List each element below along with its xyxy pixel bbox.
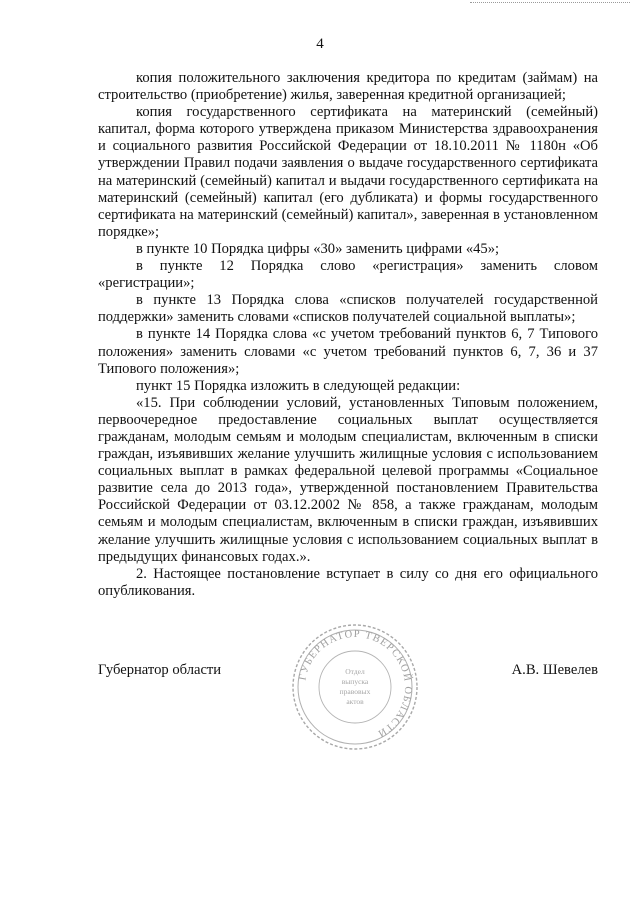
paragraph-point-12: в пункте 12 Порядка слово «регистрация» заменить словом «регистрации»; [98,258,598,292]
stamp-ring-text: ГУБЕРНАТОР ТВЕРСКОЙ ОБЛАСТИ [297,628,414,740]
paragraph-point-10: в пункте 10 Порядка цифры «30» заменить цифрами «45»; [136,240,500,257]
paragraph-maternity-certificate: копия государственного сертификата на материнский (семейный) капитал, форма которого утверждена приказом Министерства здравоохранения и социального развития Российской Федерации от 18.10.2011 № 1180н «Об утверждении Правил подачи заявления о выдаче государственного сертификата на материнский (семейный) капитал и выдачи государственного сертификата на материнский (семейный) капитал (его дубликата) и формы государственного сертификата на материнский (семейный) капитал», заверенная в установленном порядке»; [98,104,598,240]
paragraph-point-14: в пункте 14 Порядка слова «с учетом требований пунктов 6, 7 Типового положения» заменить словами «с учетом требований пунктов 6, 7, 36 и 37 Типового положения»; [98,326,598,377]
official-stamp-seal [290,622,420,752]
document-body [98,70,598,600]
stamp-center-line: выпуска [341,677,369,686]
signatory-name: А.В. Шевелев [511,662,598,678]
page-number: 4 [316,36,324,52]
signature-block [98,662,598,682]
stamp-center-line: правовых [339,687,371,696]
signatory-title: Губернатор области [98,662,222,678]
scan-top-edge-line [470,2,630,3]
paragraph-creditor-conclusion: копия положительного заключения кредитора по кредитам (займам) на строительство (приобретение) жилья, заверенная кредитной организацией; [98,70,598,104]
stamp-center-line: Отдел [345,667,365,676]
paragraph-point-15-intro: пункт 15 Порядка изложить в следующей редакции: [136,377,461,394]
paragraph-point-15-text: «15. При соблюдении условий, установленных Типовым положением, первоочередное предоставление социальных выплат осуществляется гражданам, молодым семьям и молодым специалистам, включенным в списки граждан, изъявивших желание улучшить жилищные условия с использованием социальных выплат в рамках федеральной целевой программы «Социальное развитие села до 2013 года», утвержденной постановлением Правительства Российской Федерации от 03.12.2002 № 858, а также гражданам, молодым семьям и молодым специалистам, включенным в списки граждан, изъявивших желание улучшить жилищные условия с использованием социальных выплат в предыдущих финансовых годах.». [98,394,598,565]
paragraph-point-13: в пункте 13 Порядка слова «списков получателей государственной поддержки» заменить словами «списков получателей социальной выплаты»; [98,292,598,326]
paragraph-effective-date: 2. Настоящее постановление вступает в силу со дня его официального опубликования. [98,565,598,599]
stamp-center-line: актов [346,697,364,706]
